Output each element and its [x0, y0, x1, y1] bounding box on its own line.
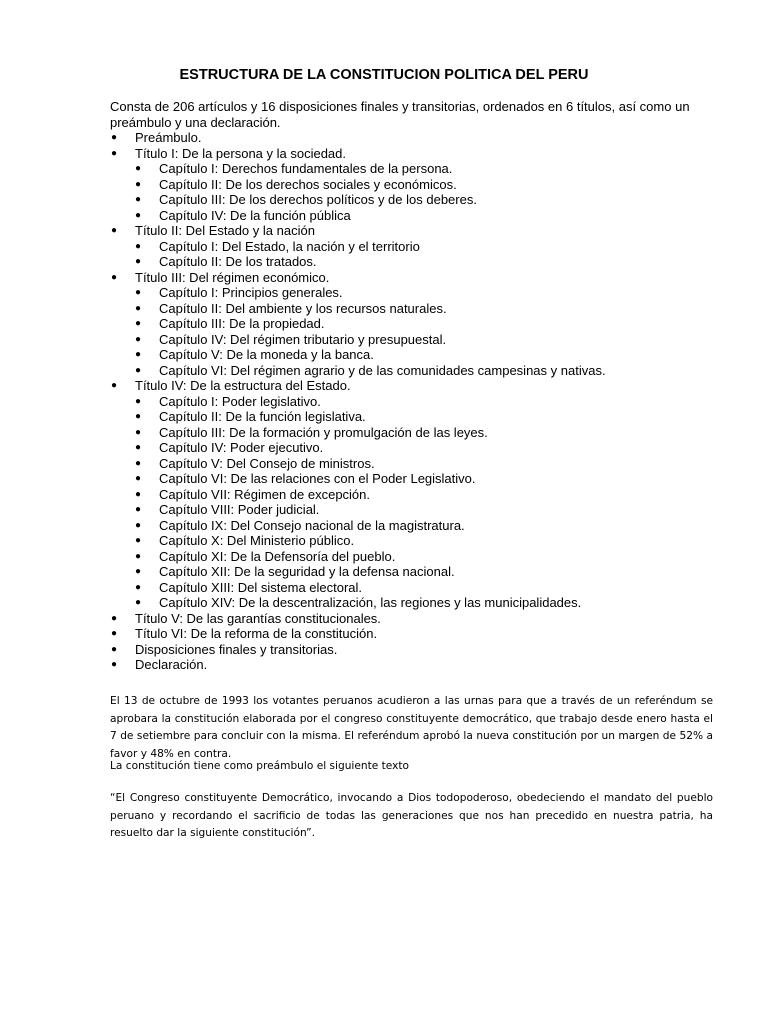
outline-item-text: Capítulo VI: De las relaciones con el Poder Legislativo. — [159, 471, 476, 486]
outline-section-item — [110, 130, 710, 146]
bullet-icon: ● — [135, 535, 142, 546]
outline-item-text: Capítulo VII: Régimen de excepción. — [159, 486, 371, 502]
outline-item-text: Capítulo IX: Del Consejo nacional de la magistratura. — [159, 517, 465, 533]
bullet-icon: ● — [135, 442, 142, 453]
outline-section-item — [110, 270, 710, 286]
outline-section-item — [110, 626, 710, 642]
outline-item-text: Título V: De las garantías constitucionales. — [135, 610, 381, 626]
bullet-icon: ● — [135, 349, 142, 360]
outline-item-text: Capítulo I: Del Estado, la nación y el territorio — [159, 238, 420, 254]
outline-item-text: Capítulo V: De la moneda y la banca. — [159, 347, 374, 362]
bullet-icon: ● — [111, 132, 118, 143]
bullet-icon: ● — [135, 473, 142, 484]
bullet-icon: ● — [111, 271, 118, 283]
bullet-icon: ● — [135, 178, 142, 190]
outline-item-text: Capítulo II: De los tratados. — [159, 254, 317, 269]
bullet-icon: ● — [135, 411, 142, 422]
outline-item-text: Capítulo XIII: Del sistema electoral. — [159, 579, 363, 595]
page-title: ESTRUCTURA DE LA CONSTITUCION POLITICA DEL PERU — [179, 67, 589, 83]
bullet-icon: ● — [135, 163, 142, 174]
outline-chapter-item — [110, 502, 710, 518]
outline-item-text: Capítulo XII: De la seguridad y la defensa nacional. — [159, 564, 455, 579]
preamble-intro-paragraph: La constitución tiene como preámbulo el siguiente texto — [110, 760, 410, 772]
outline-item-text: Título II: Del Estado y la nación — [135, 223, 315, 238]
outline-item-text: Capítulo IV: De la función pública — [159, 207, 351, 223]
outline-item-text: Capítulo XIV: De la descentralización, las regiones y las municipalidades. — [159, 595, 582, 610]
bullet-icon: ● — [135, 504, 142, 515]
bullet-icon: ● — [135, 426, 142, 438]
outline-section-item — [110, 642, 710, 658]
outline-item-text: Título III: Del régimen económico. — [135, 269, 330, 285]
bullet-icon: ● — [135, 395, 142, 407]
bullet-icon: ● — [111, 147, 118, 159]
bullet-icon: ● — [135, 318, 142, 329]
bullet-icon: ● — [135, 302, 142, 314]
outline-item-text: Título IV: De la estructura del Estado. — [135, 378, 351, 393]
outline-chapter-item — [110, 409, 710, 425]
outline-chapter-item — [110, 549, 710, 565]
referendum-paragraph: El 13 de octubre de 1993 los votantes peruanos acudieron a las urnas para que a través de un referéndum se aprobara la constitución elaborada por el congreso constituyente democrático, que trabajo desde enero hasta el 7 de setiembre para concluir con la misma. El referéndum aprobó la nueva constitución por un margen de 52% a favor y 48% en contra. — [110, 695, 713, 760]
outline-item-text: Capítulo III: De la formación y promulgación de las leyes. — [159, 424, 488, 440]
bullet-icon: ● — [135, 240, 142, 252]
outline-chapter-item — [110, 533, 710, 549]
outline-chapter-item — [110, 363, 710, 379]
outline-chapter-item — [110, 471, 710, 487]
outline-chapter-item — [110, 301, 710, 317]
outline-item-text: Capítulo I: Derechos fundamentales de la persona. — [159, 161, 453, 176]
bullet-icon: ● — [111, 612, 118, 624]
outline-chapter-item — [110, 564, 710, 580]
outline-item-text: Capítulo II: De la función legislativa. — [159, 409, 366, 424]
outline-item-text: Capítulo II: Del ambiente y los recursos naturales. — [159, 300, 447, 316]
outline-section-item — [110, 378, 710, 394]
outline-chapter-item — [110, 394, 710, 410]
bullet-icon: ● — [111, 225, 118, 236]
bullet-icon: ● — [135, 488, 142, 500]
bullet-icon: ● — [135, 209, 142, 221]
outline-chapter-item — [110, 595, 710, 611]
bullet-icon: ● — [135, 581, 142, 593]
bullet-icon: ● — [135, 364, 142, 376]
outline-chapter-item — [110, 285, 710, 301]
preamble-quote-paragraph: “El Congreso constituyente Democrático, invocando a Dios todopoderoso, obedeciendo el mandato del pueblo peruano y recordando el sacrificio de todas las generaciones que nos han precedido en nuestra patria, ha resuelto dar la siguiente constitución”. — [110, 792, 713, 839]
outline-item-text: Capítulo VIII: Poder judicial. — [159, 502, 320, 517]
outline-item-text: Capítulo II: De los derechos sociales y económicos. — [159, 176, 457, 192]
outline-chapter-item — [110, 347, 710, 363]
outline-item-text: Capítulo I: Principios generales. — [159, 285, 343, 300]
outline-section-item — [110, 146, 710, 162]
bullet-icon: ● — [135, 256, 142, 267]
outline-item-text: Título VI: De la reforma de la constitución. — [135, 626, 378, 641]
bullet-icon: ● — [135, 457, 142, 469]
outline-item-text: Capítulo III: De los derechos políticos y de los deberes. — [159, 192, 477, 207]
bullet-icon: ● — [111, 643, 118, 655]
outline-chapter-item — [110, 254, 710, 270]
bullet-icon: ● — [135, 519, 142, 531]
outline-item-text: Título I: De la persona y la sociedad. — [135, 145, 347, 161]
bullet-icon: ● — [111, 628, 118, 639]
outline-section-item — [110, 611, 710, 627]
outline-item-text: Declaración. — [135, 657, 208, 672]
outline-chapter-item — [110, 316, 710, 332]
outline-chapter-item — [110, 239, 710, 255]
outline-item-text: Disposiciones finales y transitorias. — [135, 641, 338, 657]
outline-item-text: Capítulo I: Poder legislativo. — [159, 393, 321, 409]
bullet-icon: ● — [135, 333, 142, 345]
outline-chapter-item — [110, 518, 710, 534]
intro-paragraph: Consta de 206 artículos y 16 disposiciones finales y transitorias, ordenados en 6 títulos, así como un preámbulo y una declaración. — [110, 99, 690, 130]
outline-chapter-item — [110, 425, 710, 441]
outline-chapter-item — [110, 440, 710, 456]
outline-section-item — [110, 223, 710, 239]
outline-chapter-item — [110, 161, 710, 177]
bullet-icon: ● — [135, 597, 142, 608]
outline-chapter-item — [110, 192, 710, 208]
outline-item-text: Capítulo IV: Poder ejecutivo. — [159, 440, 324, 455]
bullet-icon: ● — [135, 566, 142, 577]
outline-item-text: Capítulo III: De la propiedad. — [159, 316, 325, 331]
outline-item-text: Capítulo XI: De la Defensoría del pueblo. — [159, 548, 396, 564]
outline-chapter-item — [110, 487, 710, 503]
outline-section-item — [110, 657, 710, 673]
bullet-icon: ● — [111, 380, 118, 391]
outline-item-text: Capítulo V: Del Consejo de ministros. — [159, 455, 375, 471]
bullet-icon: ● — [135, 194, 142, 205]
outline-chapter-item — [110, 208, 710, 224]
constitution-outline — [110, 130, 710, 673]
outline-item-text: Capítulo IV: Del régimen tributario y presupuestal. — [159, 331, 447, 347]
bullet-icon: ● — [135, 287, 142, 298]
outline-chapter-item — [110, 332, 710, 348]
bullet-icon: ● — [111, 659, 118, 670]
outline-chapter-item — [110, 456, 710, 472]
bullet-icon: ● — [135, 550, 142, 562]
outline-item-text: Capítulo VI: Del régimen agrario y de las comunidades campesinas y nativas. — [159, 362, 606, 378]
outline-item-text: Capítulo X: Del Ministerio público. — [159, 533, 355, 548]
outline-chapter-item — [110, 177, 710, 193]
outline-item-text: Preámbulo. — [135, 130, 202, 145]
outline-chapter-item — [110, 580, 710, 596]
